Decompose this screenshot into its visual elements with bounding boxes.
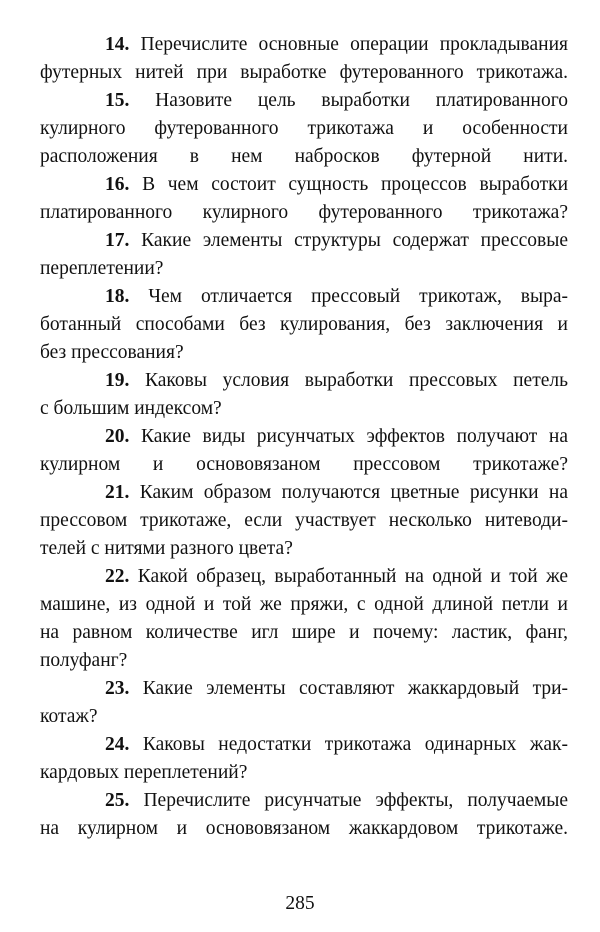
question-list (40, 31, 568, 843)
question-text: Каковы недостатки трикотажа одинарных жак- (142, 734, 568, 755)
text-line (40, 171, 568, 199)
question-text: Каким образом получаются цветные рисунки на (139, 482, 568, 503)
text-line (40, 451, 568, 479)
question-text: на равном количестве игл шире и почему: ластик, фанг, (40, 622, 568, 643)
question-text: переплетении? (40, 258, 164, 279)
question-paragraph (40, 787, 568, 843)
question-paragraph (40, 227, 568, 283)
question-text: машине, из одной и той же пряжи, с одной длиной петли и (40, 594, 568, 615)
question-number: 25. (105, 790, 130, 811)
text-line (40, 619, 568, 647)
question-text: Чем отличается прессовый трикотаж, выра- (148, 286, 568, 307)
question-paragraph (40, 423, 568, 479)
question-number: 23. (105, 678, 130, 699)
question-text: полуфанг? (40, 650, 128, 671)
question-number: 18. (105, 286, 130, 307)
question-text: телей с нитями разного цвета? (40, 538, 293, 559)
question-number: 15. (105, 90, 130, 111)
question-paragraph (40, 563, 568, 675)
text-line (40, 227, 568, 255)
question-text: платированного кулирного футерованного трикотажа? (40, 202, 568, 223)
text-line (40, 367, 568, 395)
question-text: Назовите цель выработки платированного (155, 90, 568, 111)
text-line (40, 507, 568, 535)
question-text: расположения в нем набросков футерной нити. (40, 146, 568, 167)
text-line (40, 87, 568, 115)
question-text: Какой образец, выработанный на одной и той же (137, 566, 568, 587)
text-line (40, 115, 568, 143)
question-paragraph (40, 87, 568, 171)
question-text: Какие элементы составляют жаккардовый три- (142, 678, 568, 699)
text-line (40, 339, 568, 367)
question-text: на кулирном и основовязаном жаккардовом трикотаже. (40, 818, 568, 839)
question-number: 14. (105, 34, 130, 55)
text-line (40, 423, 568, 451)
text-line (40, 283, 568, 311)
question-text: Перечислите рисунчатые эффекты, получаемые (143, 790, 568, 811)
text-line (40, 535, 568, 563)
text-line (40, 59, 568, 87)
question-paragraph (40, 283, 568, 367)
question-paragraph (40, 675, 568, 731)
question-paragraph (40, 731, 568, 787)
question-number: 22. (105, 566, 130, 587)
question-paragraph (40, 171, 568, 227)
text-line (40, 731, 568, 759)
text-line (40, 563, 568, 591)
question-number: 20. (105, 426, 130, 447)
text-line (40, 703, 568, 731)
text-line (40, 199, 568, 227)
text-line (40, 395, 568, 423)
text-line (40, 591, 568, 619)
question-paragraph (40, 31, 568, 87)
text-line (40, 143, 568, 171)
question-text: В чем состоит сущность процессов выработки (142, 174, 568, 195)
question-text: кулирного футерованного трикотажа и особенности (40, 118, 568, 139)
question-text: с большим индексом? (40, 398, 222, 419)
question-number: 17. (105, 230, 130, 251)
text-line (40, 675, 568, 703)
text-line (40, 255, 568, 283)
question-text: Какие виды рисунчатых эффектов получают на (140, 426, 568, 447)
question-paragraph (40, 479, 568, 563)
question-text: ботанный способами без кулирования, без заключения и (40, 314, 568, 335)
question-text: Каковы условия выработки прессовых петель (145, 370, 568, 391)
text-line (40, 647, 568, 675)
text-line (40, 479, 568, 507)
text-line (40, 787, 568, 815)
question-text: кулирном и основовязаном прессовом трикотаже? (40, 454, 568, 475)
page-number: 285 (285, 893, 315, 914)
question-text: Перечислите основные операции прокладывания (140, 34, 568, 55)
text-line (40, 31, 568, 59)
text-line (40, 311, 568, 339)
question-number: 24. (105, 734, 130, 755)
question-number: 21. (105, 482, 130, 503)
question-text: котаж? (40, 706, 98, 727)
question-number: 16. (105, 174, 130, 195)
question-text: футерных нитей при выработке футерованного трикотажа. (40, 62, 568, 83)
text-line (40, 759, 568, 787)
question-text: прессовом трикотаже, если участвует несколько нитеводи- (40, 510, 568, 531)
question-text: без прессования? (40, 342, 184, 363)
question-number: 19. (105, 370, 130, 391)
question-text: Какие элементы структуры содержат прессовые (141, 230, 568, 251)
question-text: кардовых переплетений? (40, 762, 248, 783)
text-line (40, 815, 568, 843)
question-paragraph (40, 367, 568, 423)
